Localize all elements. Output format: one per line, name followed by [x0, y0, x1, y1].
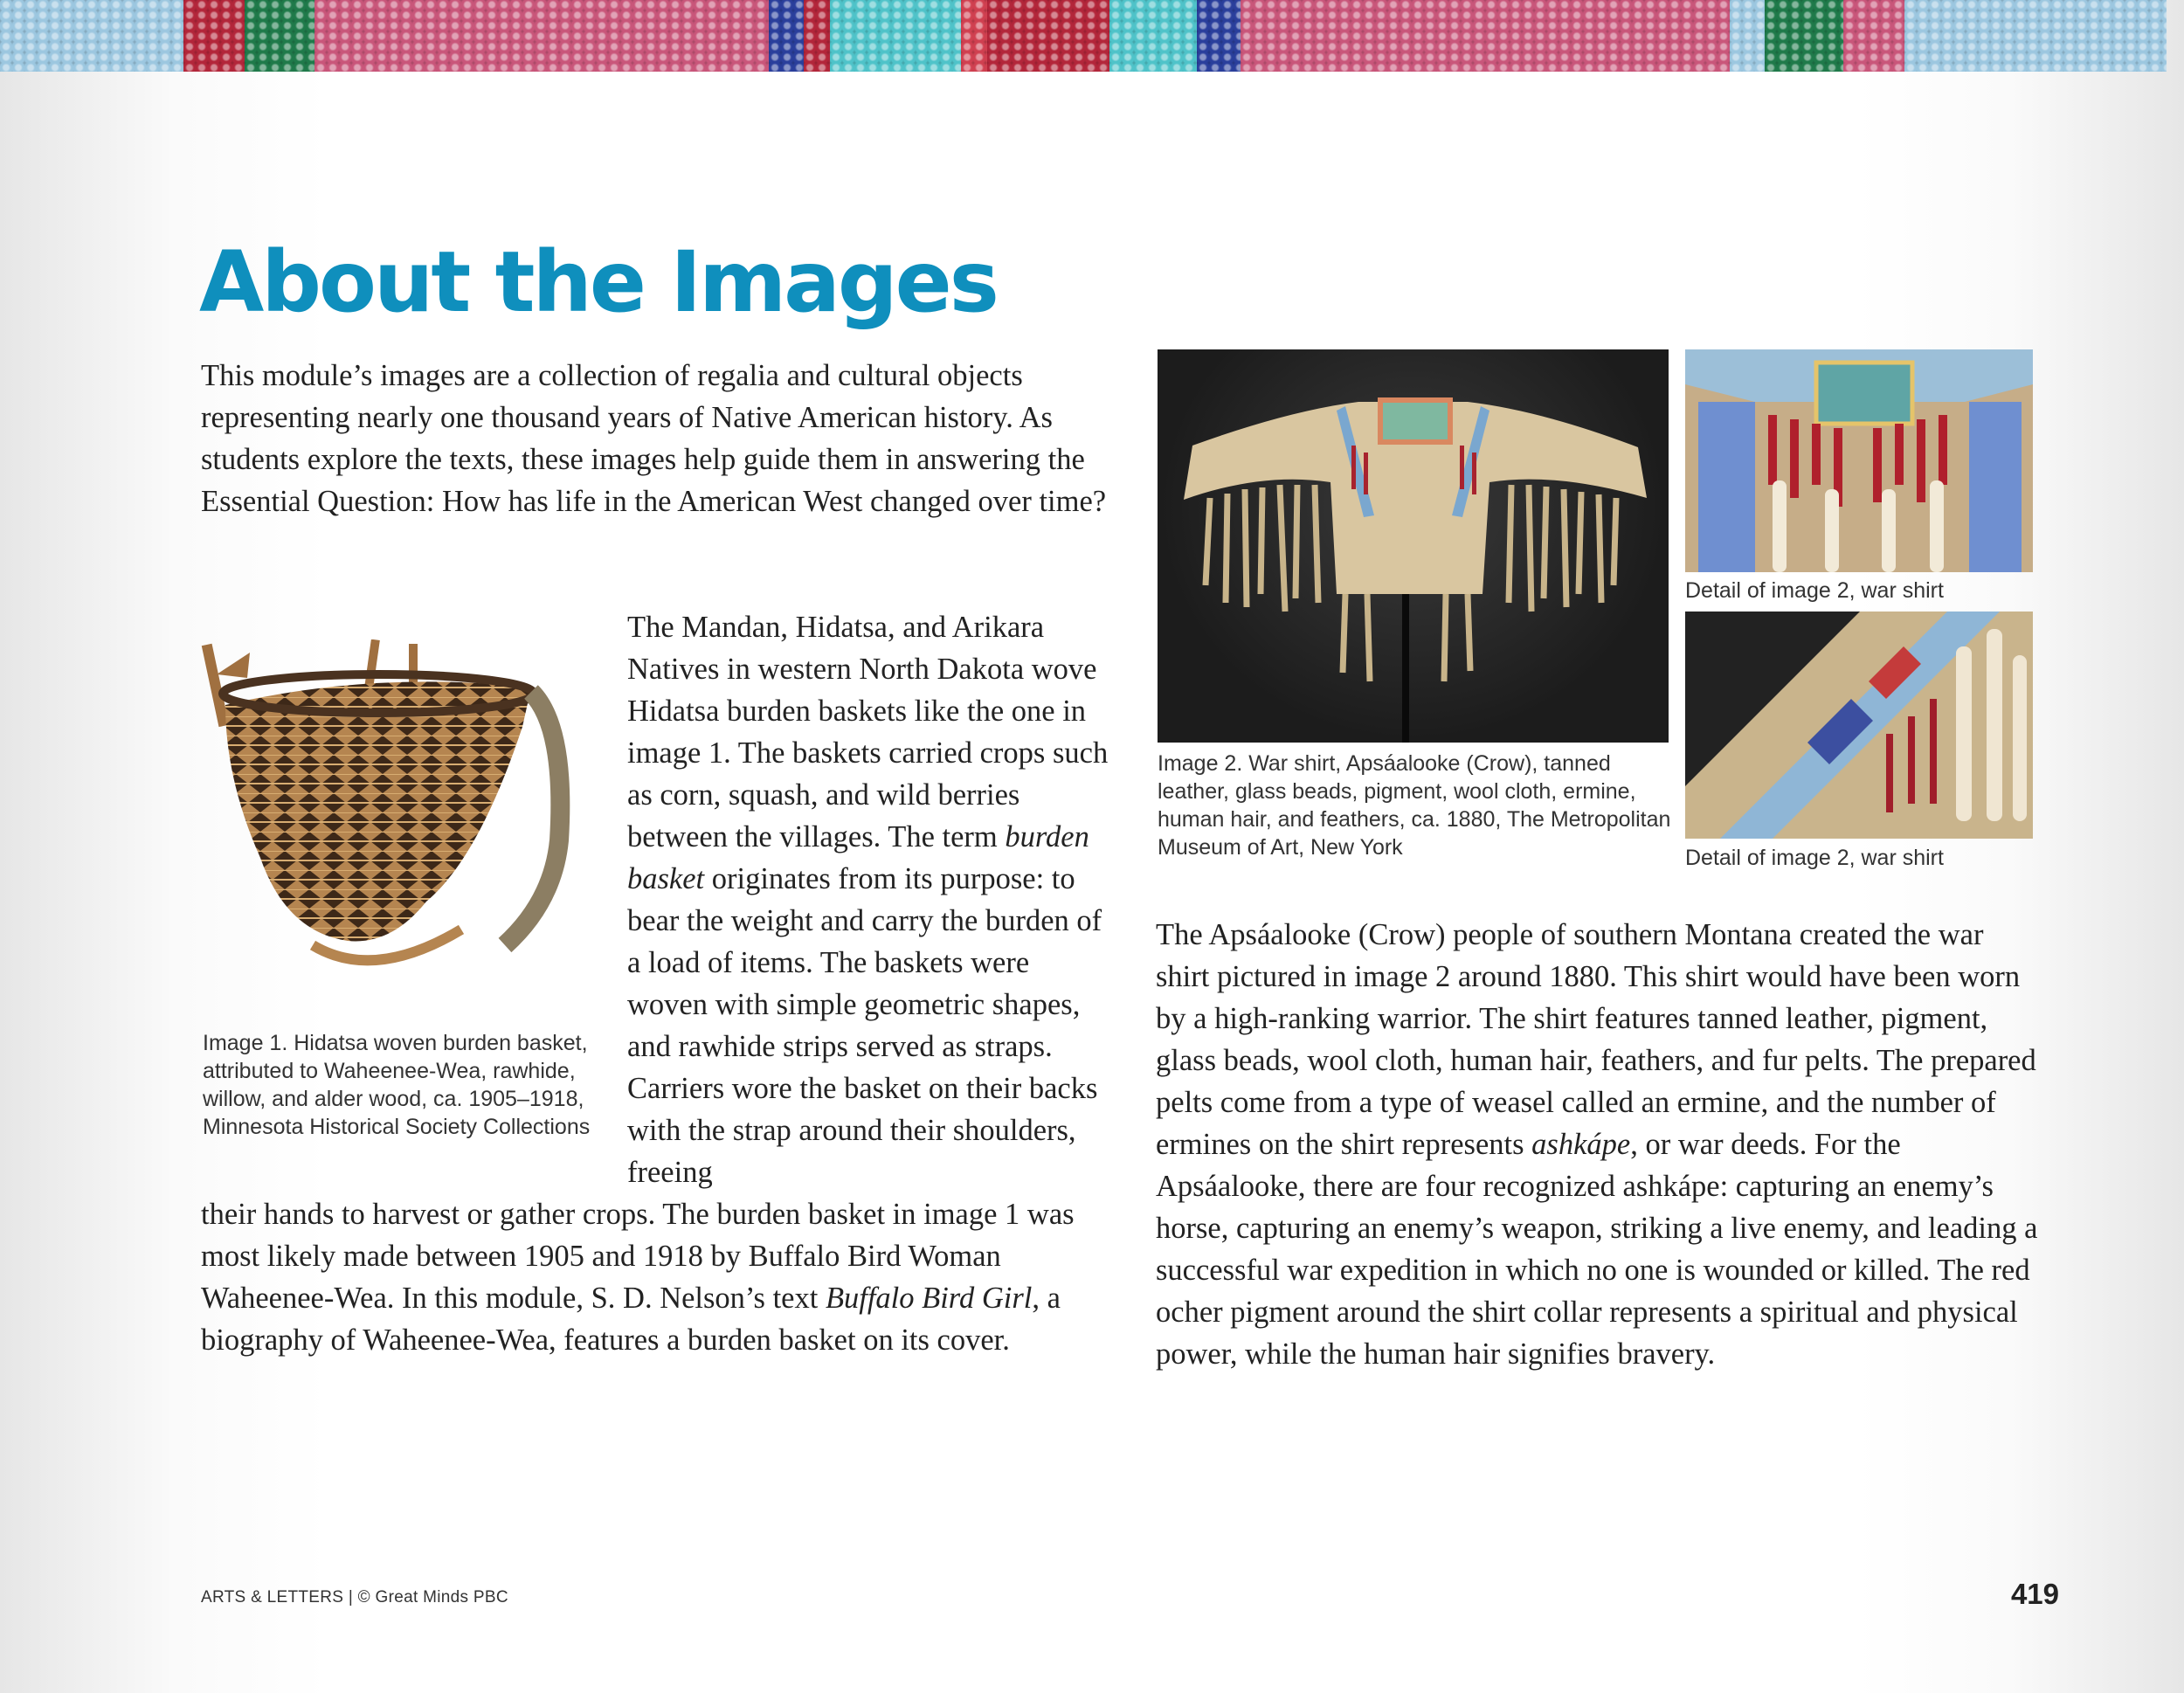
ashkape-term: ashkápe: [1531, 1128, 1631, 1161]
basket-paragraph: [627, 606, 1116, 1193]
burden-basket-term: burden basket: [627, 820, 1089, 895]
detail-bottom-caption: Detail of image 2, war shirt: [1685, 846, 1944, 870]
book-title: Buffalo Bird Girl: [825, 1282, 1033, 1315]
war-shirt-paragraph: [1156, 914, 2038, 1375]
bead-stripe: [1765, 0, 1843, 72]
detail-top-caption: Detail of image 2, war shirt: [1685, 578, 1944, 603]
basket-text-part1: The Mandan, Hidatsa, and Arikara Natives in western North Dakota wove Hidatsa burden baskets like the one in image 1. The baskets carried crops such as corn, squash, and wild berries between the villages. The term: [627, 611, 1109, 853]
page-number: 419: [2010, 1578, 2059, 1610]
basket-cont-text1: their hands to harvest or gather crops. The burden basket in image 1 was most likely made between 1905 and 1918 by Buffalo Bird Woman Waheenee-Wea. In this module, S. D. Nelson’s text: [201, 1198, 1075, 1315]
bead-stripe: [987, 0, 1109, 72]
bead-stripe: [1904, 0, 2167, 72]
basket-cont-text2: , a biography of Waheenee-Wea, features a burden basket on its cover.: [201, 1282, 1061, 1357]
bead-stripe: [830, 0, 961, 72]
image1-caption: Image 1. Hidatsa woven burden basket, attributed to Waheenee-Wea, rawhide, willow, and alder wood, ca. 1905–1918, Minnesota Historical Society Collections: [203, 1031, 591, 1139]
bead-stripe: [1730, 0, 1765, 72]
bead-stripe: [961, 0, 987, 72]
image2-caption: Image 2. War shirt, Apsáalooke (Crow), tanned leather, glass beads, pigment, wool cloth, ermine, human hair, and feathers, ca. 1880, The Metropolitan Museum of Art, New York: [1158, 751, 1671, 860]
footer-credit: ARTS & LETTERS | © Great Minds PBC: [201, 1588, 508, 1607]
intro-paragraph: This module’s images are a collection of regalia and cultural objects representing nearly one thousand years of Native American history. As students explore the texts, these images help guide them in answering the Essential Question: How has life in the American West changed over time?: [201, 359, 1107, 518]
bead-stripe: [1109, 0, 1197, 72]
page-title: About the Images: [199, 233, 997, 331]
basket-paragraph-continued: [201, 1193, 1136, 1361]
war-shirt-image: [1158, 349, 1669, 743]
war-shirt-detail-top-image: [1685, 349, 2033, 572]
beadwork-banner: [0, 0, 2184, 72]
bead-stripe: [314, 0, 769, 72]
burden-basket-image: [199, 639, 592, 989]
bead-stripe: [0, 0, 183, 72]
bead-stripe: [1241, 0, 1730, 72]
bead-stripe: [804, 0, 830, 72]
bead-stripe: [183, 0, 245, 72]
bead-stripe: [1197, 0, 1241, 72]
war-shirt-detail-bottom-image: [1685, 612, 2033, 839]
shirt-text-part2: , or war deeds. For the Apsáalooke, there are four recognized ashkápe: capturing an enemy’s horse, capturing an enemy’s weapon, striking a live enemy, and leading a successful war expedition in which no one is wounded or killed. The red ocher pigment around the shirt collar represents a spiritual and physical power, while the human hair signifies bravery.: [1156, 1128, 2038, 1371]
bead-stripe: [245, 0, 314, 72]
shirt-text-part1: The Apsáalooke (Crow) people of southern Montana created the war shirt pictured in image 2 around 1880. This shirt would have been worn by a high-ranking warrior. The shirt features tanned leather, pigment, glass beads, wool cloth, human hair, feathers, and fur pelts. The prepared pelts come from a type of weasel called an ermine, and the number of ermines on the shirt represents: [1156, 918, 2036, 1161]
bead-stripe: [769, 0, 804, 72]
bead-stripe: [1843, 0, 1904, 72]
basket-text-part2: originates from its purpose: to bear the weight and carry the burden of a load of items. The baskets were woven with simple geometric shapes, and rawhide strips served as straps. Carriers wore the basket on their backs with the strap around their shoulders, freeing: [627, 862, 1102, 1189]
